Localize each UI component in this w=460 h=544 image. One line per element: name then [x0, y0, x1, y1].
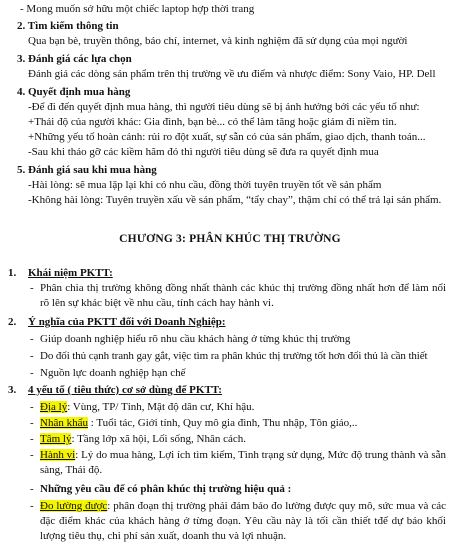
- term-description: : Tuổi tác, Giới tính, Quy mô gia đình, Thu nhập, Tôn giáo,..: [87, 417, 358, 429]
- chapter-title: CHƯƠNG 3: PHÂN KHÚC THỊ TRƯỜNG: [119, 233, 341, 245]
- list-item: Giúp doanh nghiệp hiểu rõ nhu cầu khách hàng ở từng khúc thị trường: [40, 333, 351, 345]
- section-heading: 4 yếu tố ( tiêu thức) cơ sở dùng để PKTT:: [28, 384, 222, 396]
- section-heading: Ý nghĩa của PKTT đối với Doanh Nghiệp:: [28, 316, 226, 328]
- term-description: : Tầng lớp xã hội, Lối sống, Nhân cách.: [71, 433, 247, 445]
- section-heading: 4. Quyết định mua hàng: [17, 86, 131, 98]
- section-heading: 2. Tìm kiếm thông tin: [17, 20, 119, 32]
- dash-bullet: -: [30, 333, 34, 345]
- list-item: [40, 448, 446, 478]
- sub-heading: Những yêu cầu để có phân khúc thị trường hiệu quả :: [40, 483, 292, 495]
- item-number: 2.: [8, 316, 17, 328]
- highlighted-term: Hành vi: [40, 449, 76, 461]
- item-number: 1.: [8, 267, 17, 279]
- text-line: Đánh giá các dòng sản phẩm trên thị trường về ưu điểm và nhược điểm: Sony Vaio, HP. Dell: [28, 68, 436, 80]
- dash-bullet: -: [30, 483, 34, 495]
- list-item: [40, 432, 246, 447]
- text-paragraph: -Không hài lòng: Tuyên truyền xấu về sản phẩm, “tẩy chay”, thậm chí có thể trả lại sản phẩm.: [28, 194, 442, 206]
- text-line: -Để đi đến quyết định mua hàng, thì người tiêu dùng sẽ bị ảnh hưởng bởi các yếu tố như:: [28, 101, 420, 113]
- section-heading: Khái niệm PKTT:: [28, 267, 113, 279]
- highlighted-term: Tâm lý: [40, 433, 72, 445]
- dash-bullet: -: [30, 367, 34, 379]
- text-line: +Thái độ của người khác: Gia đình, bạn bè... có thể làm tăng hoặc giảm đi niềm tin.: [28, 116, 397, 128]
- text-line: -Hài lòng: sẽ mua lặp lại khi có nhu cầu, đồng thời tuyên truyền tốt về sản phẩm: [28, 179, 382, 191]
- term-description: : Lý do mua hàng, Lợi ích tìm kiếm, Tình trạng sử dụng, Mức độ trung thành và sẵn sàng, Thái độ.: [40, 449, 446, 476]
- dash-bullet: -: [30, 350, 34, 362]
- term-description: : phân đoạn thị trường phải đảm bảo đo lường được quy mô, sức mua và các đặc điểm khác của khách hàng ở từng đoạn. Yêu cầu này là tối cần thiết tđể dự báo khối lượng tiêu thụ, chi phí sản xuất, doanh thu và lợi nhuận.: [40, 500, 446, 542]
- list-item: [40, 416, 357, 431]
- list-item: Nguồn lực doanh nghiệp hạn chế: [40, 367, 186, 379]
- dash-bullet: -: [30, 433, 34, 445]
- term-description: : Vùng, TP/ Tỉnh, Mật độ dân cư, Khí hậu.: [67, 401, 255, 413]
- section-heading: 5. Đánh giá sau khi mua hàng: [17, 164, 157, 176]
- text-paragraph: Phân chia thị trường không đồng nhất thành các khúc thị trường đồng nhất hơn để làm nổi rõ lên sự khác biệt về nhu cầu, tính cách hay hành vi.: [40, 282, 446, 309]
- list-item: [40, 499, 446, 544]
- text-line: Qua bạn bè, truyền thông, báo chí, internet, và kinh nghiệm đã sử dụng của mọi người: [28, 35, 408, 47]
- dash-bullet: -: [30, 401, 34, 413]
- dash-bullet: -: [30, 417, 34, 429]
- dash-bullet: -: [30, 282, 34, 294]
- section-heading: 3. Đánh giá các lựa chọn: [17, 53, 132, 65]
- highlighted-term: Nhân khẩu: [40, 417, 88, 429]
- text-line: - Mong muốn sở hữu một chiếc laptop hợp thời trang: [20, 3, 255, 15]
- list-item: [40, 400, 254, 415]
- dash-bullet: -: [30, 449, 34, 461]
- dash-bullet: -: [30, 500, 34, 512]
- text-line: +Những yếu tố hoàn cảnh: rủi ro đột xuất, sự sẵn có của sản phẩm, giao dịch, thanh toán...: [28, 131, 426, 143]
- text-line: -Sau khi tháo gỡ các kiềm hãm đó thì người tiêu dùng sẽ đưa ra quyết định mua: [28, 146, 379, 158]
- item-number: 3.: [8, 384, 17, 396]
- list-item: Do đối thủ cạnh tranh gay gắt, việc tìm ra phân khúc thị trường tốt hơn đối thủ là cần thiết: [40, 350, 428, 362]
- highlighted-term: Địa lý: [40, 401, 68, 413]
- highlighted-term: Đo lường được: [40, 500, 108, 512]
